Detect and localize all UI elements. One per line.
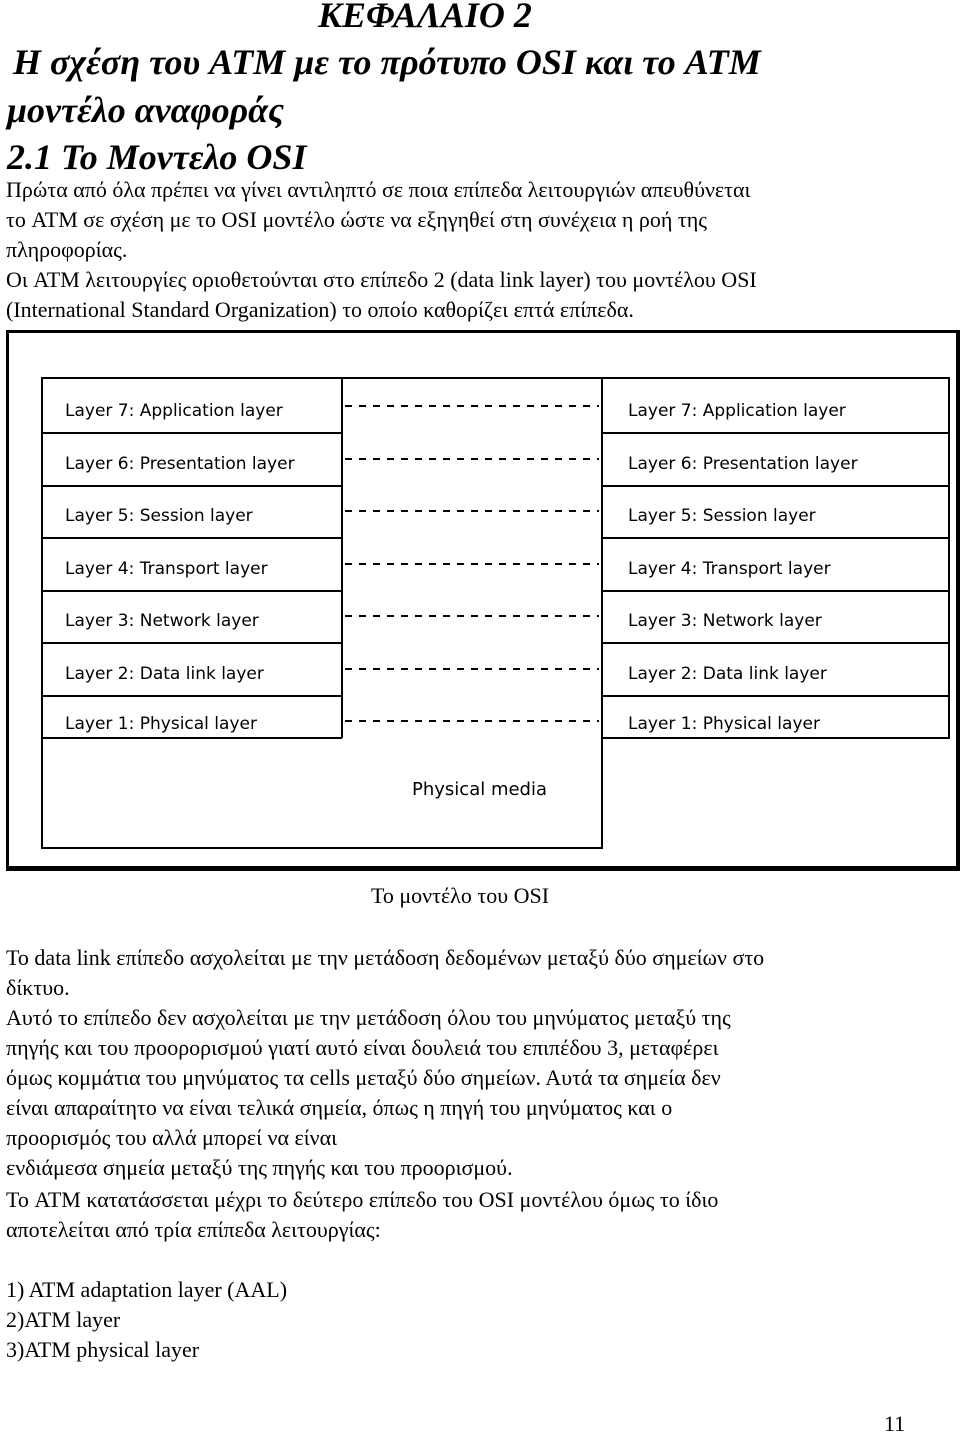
left-layer-4-label: Layer 4: Transport layer [65,559,268,579]
osi-diagram [9,333,956,866]
text-line: (International Standard Organization) το οποίο καθορίζει επτά επίπεδα. [6,297,634,322]
page-number: 11 [884,1411,906,1436]
chapter-heading: ΚΕΦΑΛΑΙΟ 2 [318,0,532,35]
text-line: πηγής και του προορορισμού γιατί αυτό είναι δουλειά του επιπέδου 3, μεταφέρει [6,1035,719,1060]
left-layer-3-label: Layer 3: Network layer [65,611,259,631]
left-stack-dividers [42,433,342,738]
text-line: Πρώτα από όλα πρέπει να γίνει αντιληπτό σε ποια επίπεδα λειτουργιών απευθύνεται [6,177,751,202]
text-line: πληροφορίας. [6,237,128,262]
left-layer-5-label: Layer 5: Session layer [65,506,253,526]
left-layer-2-label: Layer 2: Data link layer [65,664,264,684]
body-paragraph-1 [6,943,764,1183]
text-line: Το data link επίπεδο ασχολείται με την μετάδοση δεδομένων μεταξύ δύο σημείων στο [6,945,765,970]
text-line: δίκτυο. [6,975,70,1000]
text-line: όμως κομμάτια του μηνύματος τα cells μεταξύ δύο σημείων. Αυτά τα σημεία δεν [6,1065,721,1090]
peer-dashed-lines [345,406,599,721]
intro-paragraph-2 [6,265,757,325]
text-line: αποτελείται από τρία επίπεδα λειτουργίας: [6,1217,381,1242]
right-layer-5-label: Layer 5: Session layer [628,506,816,526]
chapter-title-line-2: μοντέλο αναφοράς [7,90,285,130]
left-layer-7-label: Layer 7: Application layer [65,401,283,421]
list-item: 2)ATM layer [6,1307,121,1332]
right-layer-7-label: Layer 7: Application layer [628,401,846,421]
physical-media-label: Physical media [412,779,548,800]
left-layer-1-label: Layer 1: Physical layer [65,714,257,734]
text-line: Το ATM κατατάσσεται μέχρι το δεύτερο επίπεδο του OSI μοντέλου όμως το ίδιο [6,1187,719,1212]
left-layer-6-label: Layer 6: Presentation layer [65,454,295,474]
section-title: 2.1 Το Μοντελο OSI [7,137,307,177]
figure-caption: Το μοντέλο του OSI [370,883,550,908]
text-line: προορισμός του αλλά μπορεί να είναι [6,1125,338,1150]
list-item: 3)ATM physical layer [6,1337,200,1362]
right-layer-1-label: Layer 1: Physical layer [628,714,820,734]
list-item: 1) ATM adaptation layer (AAL) [6,1277,288,1302]
text-line: Αυτό το επίπεδο δεν ασχολείται με την μετάδοση όλου του μηνύματος μεταξύ της [6,1005,731,1030]
right-layer-4-label: Layer 4: Transport layer [628,559,831,579]
right-layer-3-label: Layer 3: Network layer [628,611,822,631]
body-paragraph-2 [6,1185,718,1245]
intro-paragraph-1 [6,175,750,265]
chapter-title-line-1: Η σχέση του ATM με το πρότυπο OSI και το ATM [13,42,761,82]
right-layer-6-label: Layer 6: Presentation layer [628,454,858,474]
text-line: ενδιάμεσα σημεία μεταξύ της πηγής και του προορισμού. [6,1155,513,1180]
atm-layers-list [6,1275,287,1365]
text-line: είναι απαραίτητο να είναι τελικά σημεία, όπως η πηγή του μηνύματος και ο [6,1095,673,1120]
right-layer-2-label: Layer 2: Data link layer [628,664,827,684]
text-line: Οι ATM λειτουργίες οριοθετούνται στο επίπεδο 2 (data link layer) του μοντέλου OSI [6,267,757,292]
osi-model-figure [6,330,960,871]
text-line: το ATM σε σχέση με το OSI μοντέλο ώστε να εξηγηθεί στη συνέχεια η ροή της [6,207,707,232]
